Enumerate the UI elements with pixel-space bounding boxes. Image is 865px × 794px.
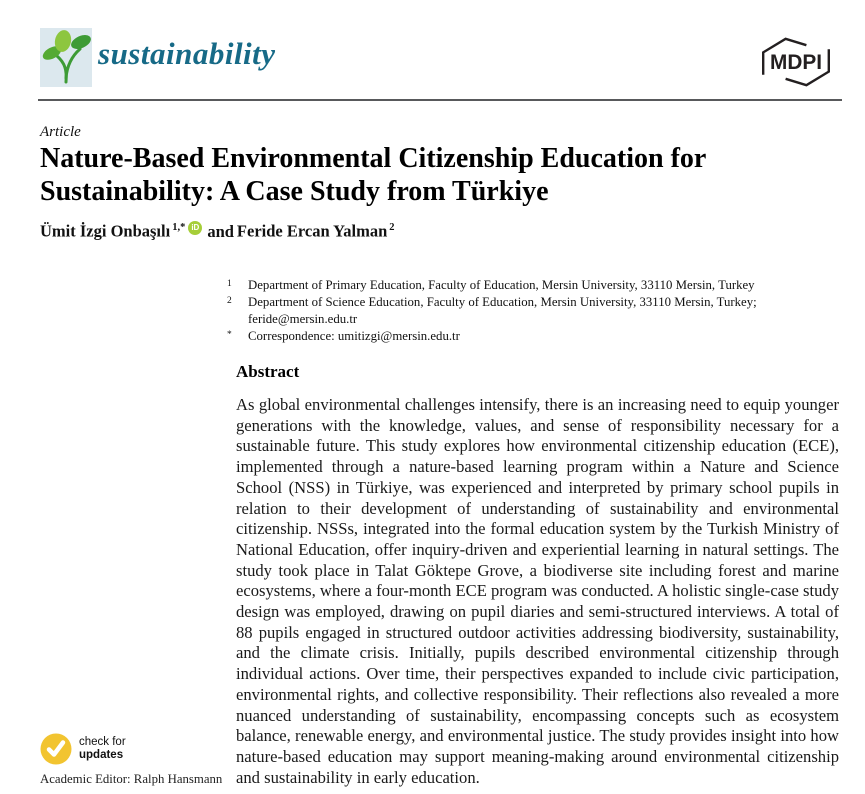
affiliation-marker: 2	[227, 296, 232, 306]
authors-separator: and	[207, 221, 234, 241]
author-marker: 1,*	[172, 222, 186, 233]
orcid-icon[interactable]	[188, 221, 202, 235]
affiliation-row	[227, 277, 839, 294]
affiliation-row	[227, 294, 839, 328]
authors-line	[40, 221, 395, 242]
journal-logo	[40, 28, 92, 87]
author-name: Feride Ercan Yalman	[236, 221, 388, 241]
orcid-icon-label: iD	[191, 223, 200, 232]
mdpi-hexagon-icon	[756, 37, 836, 87]
mdpi-logo-text: MDPI	[770, 51, 822, 75]
check-for-updates-label	[79, 736, 126, 762]
header-divider	[38, 99, 842, 101]
abstract-heading: Abstract	[236, 362, 300, 381]
author-marker: 2	[389, 222, 395, 233]
right-column	[227, 277, 839, 788]
affiliation-text: Department of Primary Education, Faculty of Education, Mersin University, 33110 Mersin, Turkey	[248, 278, 755, 292]
author-name: Ümit İzgi Onbaşılı	[40, 221, 171, 241]
affiliation-text: Department of Science Education, Faculty of Education, Mersin University, 33110 Mersin, Turkey; feride@mersin.edu.tr	[248, 295, 757, 326]
badge-line2: updates	[79, 749, 124, 761]
affiliation-row	[227, 328, 839, 345]
page-title: Nature-Based Environmental Citizenship Education for Sustainability: A Case Study from Türkiye	[40, 143, 706, 207]
academic-editor-line: Academic Editor: Ralph Hansmann	[40, 772, 223, 786]
abstract-text: As global environmental challenges intensify, there is an increasing need to equip younger generations with the knowledge, values, and sense of responsibility necessary for a sustainable future. This study explores how environmental citizenship education (ECE), implemented through a nature-based learning program within a Nature and Science School (NSS) in Türkiye, was experienced and interpreted by primary school pupils in relation to their development of understanding of sustainability and environmental citizenship. NSSs, integrated into the formal education system by the Turkish Ministry of National Education, offer inquiry-driven and experiential learning in natural settings. The study took place in Talat Göktepe Grove, a biodiverse site including forest and marine ecosystems, where a four-month ECE program was conducted. A holistic single-case study design was employed, drawing on pupil diaries and semi-structured interviews. A total of 88 pupils engaged in structured outdoor activities addressing biodiversity, sustainability, and the climate crisis. Initially, pupils described environmental citizenship through individual actions. Over time, their perspectives expanded to include civic participation, environmental rights, and collective responsibility. Their reflections also revealed a more nuanced understanding of sustainability, encompassing concepts such as ecosystem balance, renewable energy, and environmental justice. The study provides insight into how nature-based education may support meaning-making around environmental citizenship and sustainability in early education.	[236, 395, 839, 787]
mdpi-logo	[756, 37, 836, 87]
article-type-label: Article	[40, 124, 81, 140]
affiliation-marker: *	[227, 330, 232, 340]
affiliation-marker: 1	[227, 279, 232, 289]
checkmark-icon	[40, 733, 72, 765]
seedling-icon	[40, 28, 92, 87]
correspondence-text: Correspondence: umitizgi@mersin.edu.tr	[248, 329, 460, 343]
journal-name: sustainability	[98, 36, 276, 71]
badge-line1: check for	[79, 736, 126, 748]
check-for-updates-badge[interactable]	[40, 733, 170, 765]
